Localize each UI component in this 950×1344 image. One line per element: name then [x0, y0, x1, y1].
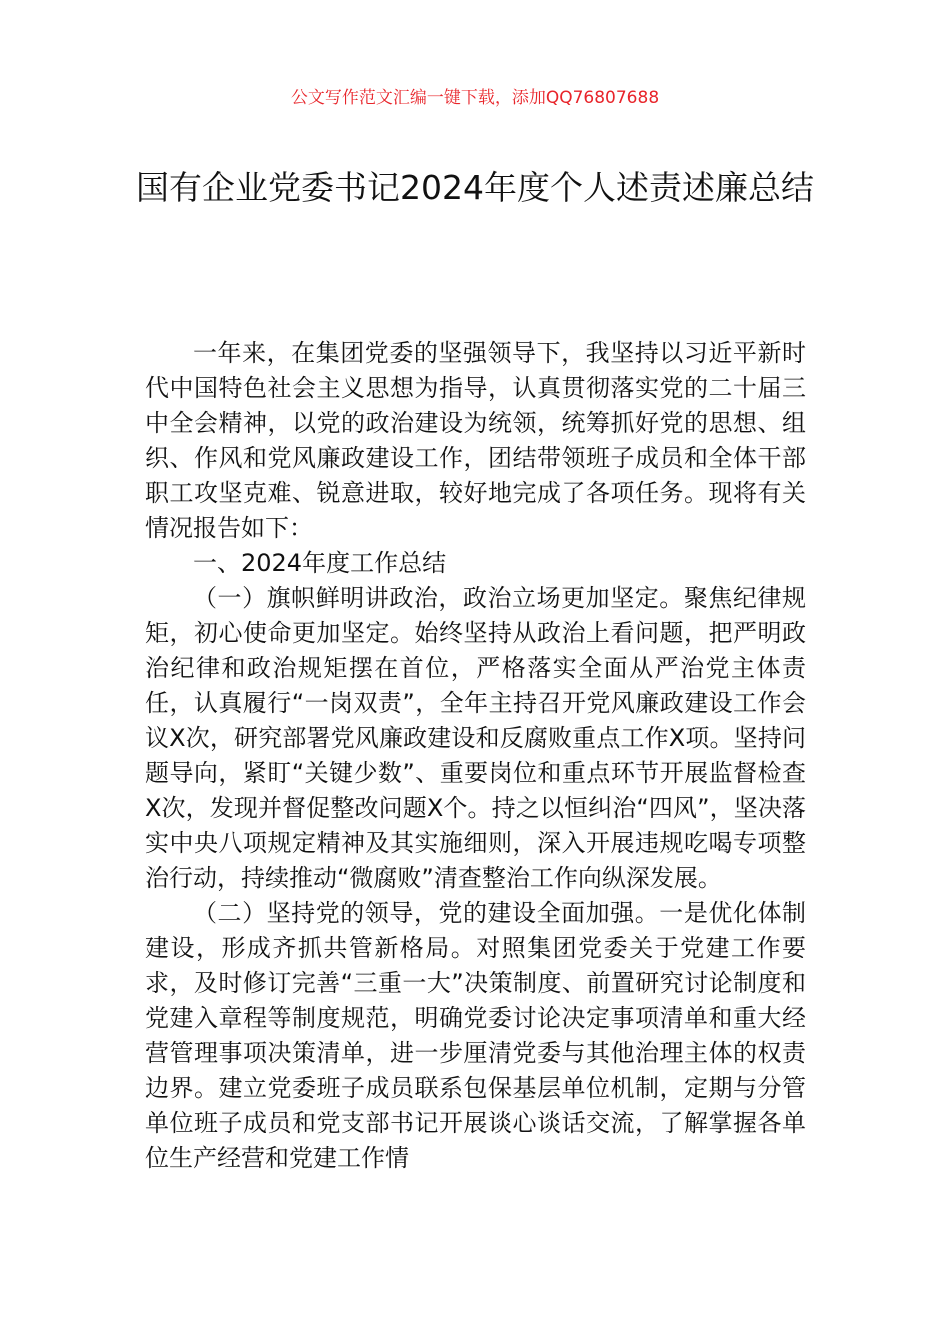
section-heading: 一、2024年度工作总结 [193, 549, 447, 577]
download-note: 公文写作范文汇编一键下载，添加QQ76807688 [290, 88, 660, 108]
paragraph-intro: 一年来，在集团党委的坚强领导下，我坚持以习近平新时代中国特色社会主义思想为指导，认真贯彻落实党的二十届三中全会精神，以党的政治建设为统领，统筹抓好党的思想、组织、作风和党风廉政建设工作，团结带领班子成员和全体干部职工攻坚克难、锐意进取，较好地完成了各项任务。现将有关情况报告如下： [145, 339, 806, 542]
document-body [145, 336, 806, 1176]
paragraph-politics: （一）旗帜鲜明讲政治，政治立场更加坚定。聚焦纪律规矩，初心使命更加坚定。始终坚持从政治上看问题，把严明政治纪律和政治规矩摆在首位，严格落实全面从严治党主体责任，认真履行“一岗双责”，全年主持召开党风廉政建设工作会议X次，研究部署党风廉政建设和反腐败重点工作X项。坚持问题导向，紧盯“关键少数”、重要岗位和重点环节开展监督检查X次，发现并督促整改问题X个。持之以恒纠治“四风”，坚决落实中央八项规定精神及其实施细则，深入开展违规吃喝专项整治行动，持续推动“微腐败”清查整治工作向纵深发展。 [145, 584, 806, 892]
paragraph-party-leadership: （二）坚持党的领导，党的建设全面加强。一是优化体制建设，形成齐抓共管新格局。对照集团党委关于党建工作要求，及时修订完善“三重一大”决策制度、前置研究讨论制度和党建入章程等制度规范，明确党委讨论决定事项清单和重大经营管理事项决策清单，进一步厘清党委与其他治理主体的权责边界。建立党委班子成员联系包保基层单位机制，定期与分管单位班子成员和党支部书记开展谈心谈话交流，了解掌握各单位生产经营和党建工作情 [145, 899, 806, 1172]
document-title: 国有企业党委书记2024年度个人述责述廉总结 [136, 168, 814, 207]
